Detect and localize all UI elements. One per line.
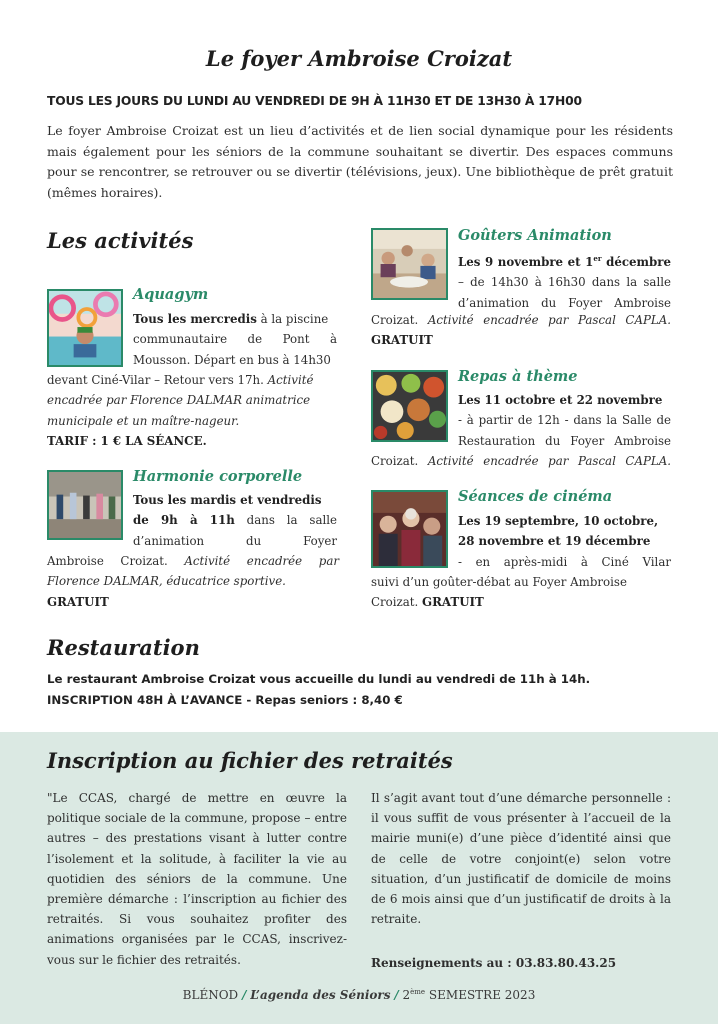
repas-line-1: Les 11 octobre et 22 novembre [458,393,663,407]
harmonie-photo [47,470,123,540]
cinema-line-2: 28 novembre et 19 décembre [458,534,651,549]
harmonie-line-4a: Ambroise Croizat. [47,554,168,568]
gouters-line-4a: Croizat. [371,313,419,327]
aquagym-photo [47,289,123,367]
gouters-photo [371,228,448,300]
repas-line-4a: Croizat. [371,454,419,468]
gouters-line-3: d’animation du Foyer Ambroise [458,295,671,310]
opening-hours: TOUS LES JOURS DU LUNDI AU VENDREDI DE 9H À 11H30 ET DE 13H30 À 17H00 [47,94,582,108]
gouters-text-bottom [371,310,671,351]
aquagym-line-4a: devant Ciné-Vilar – Retour vers 17h. [47,373,264,387]
cinema-text-top [458,511,671,572]
harmonie-price: GRATUIT [47,594,109,609]
harmonie-line-2a: de 9h à 11h [133,513,235,528]
cinema-line-3: - en après-midi à Ciné Vilar [458,554,671,569]
aquagym-line-6: municipale et un maître-nageur. [47,413,240,428]
restauration-heading: Restauration [47,635,200,660]
gouters-text-top [458,249,671,313]
footer-period: SEMESTRE 2023 [428,988,536,1002]
footer-semester-number: 2 [402,988,411,1002]
harmonie-line-1: Tous les mardis et vendredis [133,493,322,507]
cinema-price: GRATUIT [422,595,484,610]
harmonie-text-bottom [47,551,339,612]
repas-text-bottom [371,451,671,471]
aquagym-line-1: à la piscine [260,312,329,326]
harmonie-line-5: Florence DALMAR, éducatrice sportive. [47,574,286,589]
aquagym-text-bottom [47,370,339,451]
contact-phone: Renseignements au : 03.83.80.43.25 [371,956,617,970]
aquagym-line-4b: Activité [267,373,314,387]
aquagym-line-3: Mousson. Départ en bus à 14h30 [133,352,331,367]
footer-town: BLÉNOD [182,988,239,1002]
gouters-price: GRATUIT [371,333,433,348]
gouters-date-2: décembre [606,254,672,269]
gouters-date-sup: er [593,254,602,263]
intro-paragraph: Le foyer Ambroise Croizat est un lieu d’activités et de lien social dynamique pour les résidents mais également pour les séniors de la commune souhaitant se divertir. Des espaces communs pour se rencontrer, se retrouver ou se divertir (télévisions, jeux). Une bibliothèque de prêt gratuit (mêmes horaires). [47,123,673,200]
harmonie-title: Harmonie corporelle [133,468,303,485]
repas-line-4b: Activité encadrée par Pascal CAPLA. [427,454,672,468]
restauration-line-1: Le restaurant Ambroise Croizat vous accueille du lundi au vendredi de 11h à 14h. [47,672,591,686]
cinema-text-bottom [371,572,671,613]
harmonie-line-4b: Activité encadrée par [184,554,339,568]
aquagym-line-2: communautaire de Pont à [133,332,337,347]
gouters-line-4b: Activité encadrée par Pascal CAPLA. [427,313,672,327]
gouters-title: Goûters Animation [458,227,612,244]
cinema-line-4: suivi d’un goûter-débat au Foyer Ambroise [371,575,627,589]
aquagym-text-top [133,309,337,370]
repas-title: Repas à thème [458,368,578,385]
aquagym-when: Tous les mercredis [133,312,257,326]
cinema-line-1: Les 19 septembre, 10 octobre, [458,514,659,528]
repas-photo [371,370,448,442]
repas-line-2: - à partir de 12h - dans la Salle de [458,413,671,428]
gouters-date-1: Les 9 novembre et 1 [458,254,594,269]
harmonie-line-3: d’animation du Foyer [133,533,337,548]
gouters-line-2: – de 14h30 à 16h30 dans la salle [458,275,671,290]
aquagym-line-5: encadrée par Florence DALMAR animatrice [47,393,311,408]
repas-line-3: Restauration du Foyer Ambroise [458,433,671,448]
harmonie-line-2b: dans la salle [246,513,338,528]
cinema-photo [371,490,448,568]
footer-semester-sup: ème [410,988,426,996]
repas-text-top [458,390,671,451]
footer-separator-2: / [394,988,399,1002]
cinema-line-5a: Croizat. [371,595,419,610]
footer-separator-1: / [242,988,247,1002]
restauration-line-2: INSCRIPTION 48H À L’AVANCE - Repas seniors : 8,40 € [47,693,403,707]
inscription-right-paragraph: Il s’agit avant tout d’une démarche personnelle : il vous suffit de vous présenter à l’accueil de la mairie muni(e) d’une pièce d’identité ainsi que de celle de votre conjoint(e) selon votre situation, d’un justificatif de domicile de moins de 6 mois ainsi que d’un justificatif de droits à la retraite. [371,791,671,927]
page-footer [0,988,718,1002]
activities-heading: Les activités [47,228,194,253]
aquagym-price: TARIF : 1 € LA SÉANCE. [47,433,207,448]
cinema-title: Séances de cinéma [458,488,613,505]
inscription-heading: Inscription au fichier des retraités [47,748,453,773]
harmonie-text-top [133,490,337,551]
aquagym-title: Aquagym [133,286,209,303]
page-title: Le foyer Ambroise Croizat [205,46,513,71]
footer-magazine: L’agenda des Séniors [250,988,391,1002]
inscription-left-paragraph: "Le CCAS, chargé de mettre en œuvre la politique sociale de la commune, propose – entre autres – des prestations visant à lutter contre l’isolement et la solitude, à faciliter la vie au quotidien des séniors de la commune. Une première démarche : l’inscription au fichier des retraités. Si vous souhaitez profiter des animations organisées par le CCAS, inscrivez-vous sur le fichier des retraités. [47,791,347,967]
